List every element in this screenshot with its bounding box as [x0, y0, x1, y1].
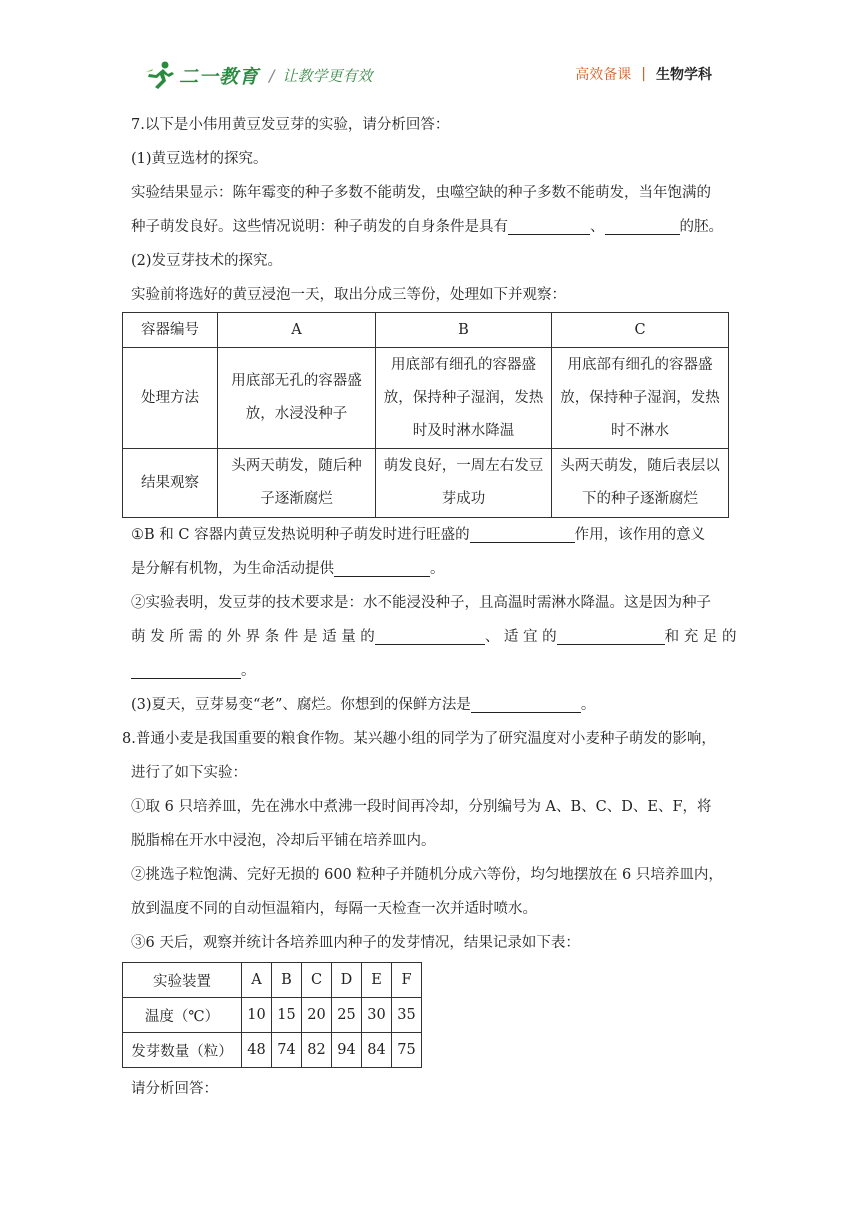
q7-sub2-b	[131, 620, 737, 654]
table-header-cell: A	[242, 963, 272, 998]
slogan: 让教学更有效	[282, 66, 373, 85]
table-cell: 萌发良好，一周左右发豆芽成功	[376, 449, 552, 518]
table-cell: 48	[242, 1033, 272, 1068]
table-header-cell: 实验装置	[123, 963, 242, 998]
header-divider: /	[269, 65, 275, 85]
table-header-cell: D	[332, 963, 362, 998]
sprout-table	[122, 312, 729, 518]
answer-blank[interactable]	[557, 626, 665, 645]
q8-step3: ③6 天后，观察并统计各培养皿内种子的发芽情况，结果记录如下表：	[131, 935, 580, 951]
table-cell: 头两天萌发，随后种子逐渐腐烂	[218, 449, 376, 518]
q7-sub2-a: ②实验表明，发豆芽的技术要求是：水不能浸没种子，且高温时需淋水降温。这是因为种子	[131, 595, 711, 611]
table-cell: 82	[302, 1033, 332, 1068]
germination-table	[122, 962, 422, 1068]
q7-part3	[131, 688, 731, 722]
table-header-cell: A	[218, 313, 376, 348]
q8-step1-a: ①取 6 只培养皿，先在沸水中煮沸一段时间再冷却，分别编号为 A、B、C、D、E、F，将	[131, 799, 712, 815]
table-header-cell: C	[552, 313, 729, 348]
q7-sub1-b	[131, 552, 731, 586]
q7-sub1-text: 。	[430, 561, 445, 577]
q7-sub1-text: ①B 和 C 容器内黄豆发热说明种子萌发时进行旺盛的	[131, 527, 470, 543]
table-row	[123, 449, 729, 518]
runner-logo-icon	[143, 60, 177, 90]
table-row-label: 处理方法	[123, 348, 218, 449]
q7-sub2-text: 萌 发 所 需 的 外 界 条 件 是 适 量 的	[131, 629, 375, 645]
table-header-cell: B	[376, 313, 552, 348]
q7-sub2-text: 。	[241, 663, 256, 679]
q8-title-a: 8.普通小麦是我国重要的粮食作物。某兴趣小组的同学为了研究温度对小麦种子萌发的影响，	[122, 731, 716, 747]
table-header-cell: 容器编号	[123, 313, 218, 348]
q8-title-b: 进行了如下实验：	[131, 765, 247, 781]
q8-closing: 请分析回答：	[131, 1081, 218, 1097]
q7-part1-text-b3: 的胚。	[679, 219, 723, 235]
table-cell: 用底部有细孔的容器盛放，保持种子湿润，发热时不淋水	[552, 348, 729, 449]
course-label: 高效备课	[575, 67, 632, 83]
document-body	[122, 108, 737, 1106]
table-header-row	[123, 963, 422, 998]
q7-part1-text-a: 实验结果显示：陈年霉变的种子多数不能萌发，虫噬空缺的种子多数不能萌发，当年饱满的	[131, 185, 711, 201]
table-cell: 头两天萌发，随后表层以下的种子逐渐腐烂	[552, 449, 729, 518]
header-separator: |	[641, 66, 646, 82]
q7-part1-text-b	[131, 210, 731, 244]
q7-part1-heading: (1)黄豆选材的探究。	[131, 151, 268, 167]
page-header	[0, 0, 860, 100]
table-cell: 15	[272, 998, 302, 1033]
logo-text: 二一教育	[179, 65, 260, 88]
table-row	[123, 998, 422, 1033]
table-cell: 84	[362, 1033, 392, 1068]
table-row-label: 结果观察	[123, 449, 218, 518]
table-cell: 用底部有细孔的容器盛放，保持种子湿润，发热时及时淋水降温	[376, 348, 552, 449]
answer-blank[interactable]	[470, 524, 575, 543]
q7-sub1-a	[131, 518, 731, 552]
table-cell: 10	[242, 998, 272, 1033]
table-cell: 75	[392, 1033, 422, 1068]
q7-part2-intro: 实验前将选好的黄豆浸泡一天，取出分成三等份，处理如下并观察：	[131, 287, 566, 303]
header-right	[575, 64, 712, 84]
table-row	[123, 1033, 422, 1068]
table-cell: 74	[272, 1033, 302, 1068]
table-cell: 20	[302, 998, 332, 1033]
q8-step1-b: 脱脂棉在开水中浸泡，冷却后平铺在培养皿内。	[131, 833, 436, 849]
q7-part1-text-b1: 种子萌发良好。这些情况说明：种子萌发的自身条件是具有	[131, 219, 508, 235]
q8-step2-a: ②挑选子粒饱满、完好无损的 600 粒种子并随机分成六等份，均匀地摆放在 6 只培养皿内，	[131, 867, 723, 883]
answer-blank[interactable]	[605, 216, 680, 235]
table-header-cell: F	[392, 963, 422, 998]
table-row-label: 温度（℃）	[123, 998, 242, 1033]
table-header-cell: B	[272, 963, 302, 998]
table-row-label: 发芽数量（粒）	[123, 1033, 242, 1068]
q7-sub2-c	[131, 654, 731, 688]
answer-blank[interactable]	[471, 694, 581, 713]
table-cell: 用底部无孔的容器盛放，水浸没种子	[218, 348, 376, 449]
answer-blank[interactable]	[334, 558, 430, 577]
q7-part3-text: 。	[580, 697, 596, 713]
q7-sub2-text: 和 充 足 的	[664, 629, 737, 645]
logo	[143, 58, 372, 92]
q8-step2-b: 放到温度不同的自动恒温箱内，每隔一天检查一次并适时喷水。	[131, 901, 537, 917]
q7-part3-text: (3)夏天，豆芽易变“老”、腐烂。你想到的保鲜方法是	[131, 697, 471, 713]
q7-sub1-text: 是分解有机物，为生命活动提供	[131, 561, 334, 577]
q7-part2-heading: (2)发豆芽技术的探究。	[131, 253, 283, 269]
q7-sub2-text: 、 适 宜 的	[484, 629, 557, 645]
answer-blank[interactable]	[375, 626, 485, 645]
table-header-cell: C	[302, 963, 332, 998]
table-row	[123, 348, 729, 449]
table-header-row	[123, 313, 729, 348]
q7-title: 7.以下是小伟用黄豆发豆芽的实验，请分析回答：	[131, 117, 450, 133]
answer-blank[interactable]	[131, 660, 241, 679]
table-header-cell: E	[362, 963, 392, 998]
table-cell: 25	[332, 998, 362, 1033]
table-cell: 35	[392, 998, 422, 1033]
q7-sub1-text: 作用，该作用的意义	[574, 527, 706, 543]
table-cell: 30	[362, 998, 392, 1033]
answer-blank[interactable]	[508, 216, 590, 235]
table-cell: 94	[332, 1033, 362, 1068]
subject-label: 生物学科	[656, 67, 712, 83]
q7-part1-text-b2: 、	[590, 219, 605, 235]
